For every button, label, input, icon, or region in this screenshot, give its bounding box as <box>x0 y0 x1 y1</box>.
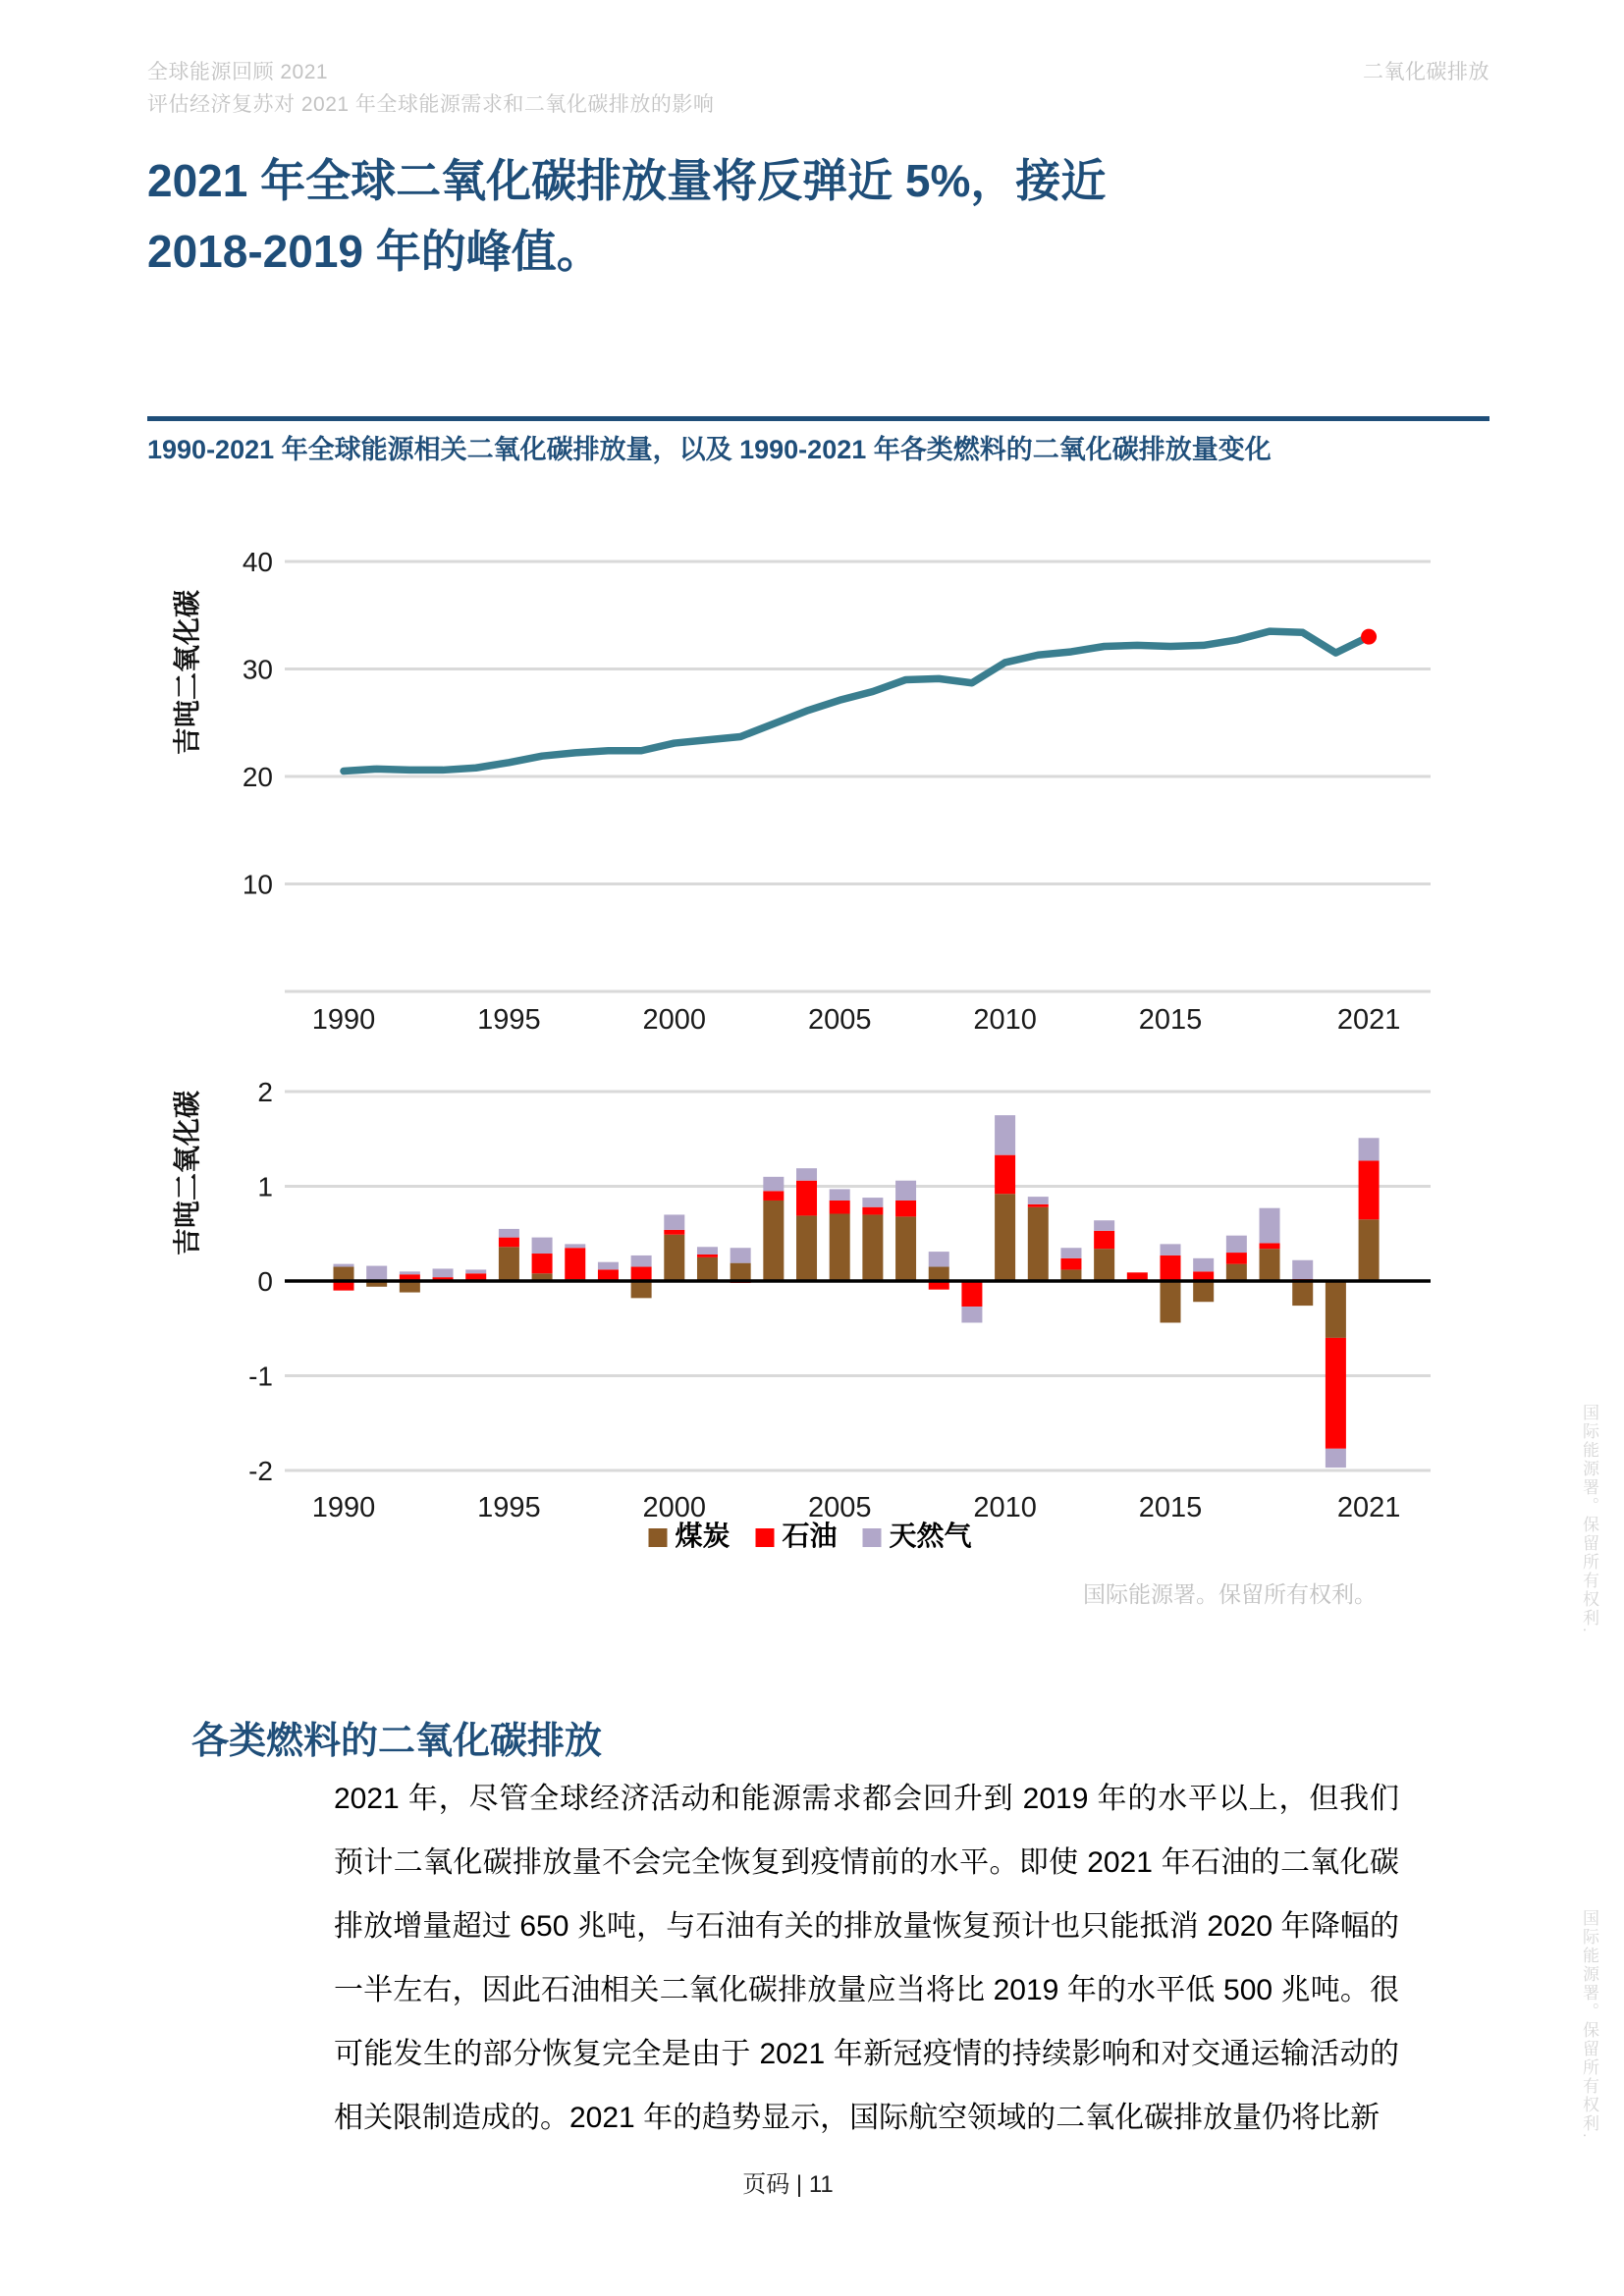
bar-segment <box>334 1267 354 1281</box>
bar-segment <box>433 1268 454 1277</box>
legend-swatch-gas <box>863 1528 882 1547</box>
bar-chart-ytick: 0 <box>257 1266 273 1297</box>
bar-segment <box>1028 1197 1049 1204</box>
bar-segment <box>862 1214 883 1281</box>
bar-segment <box>664 1214 684 1229</box>
bar-segment <box>995 1115 1015 1155</box>
bar-segment <box>631 1267 652 1281</box>
line-chart-xtick: 2010 <box>973 1004 1037 1036</box>
line-chart-xtick: 2000 <box>642 1004 707 1036</box>
legend-label: 天然气 <box>889 1521 972 1551</box>
bar-segment <box>532 1238 553 1254</box>
co2-change-by-fuel-bar-chart <box>147 1065 1453 1575</box>
bar-segment <box>565 1244 585 1248</box>
bar-segment <box>961 1281 982 1307</box>
bar-segment <box>1260 1249 1280 1281</box>
copyright-watermark-upper: 国际能源署。保留所有权利. <box>1580 1404 1598 1634</box>
bar-segment <box>499 1229 519 1238</box>
bar-segment <box>1060 1248 1081 1258</box>
bar-chart-xtick: 2015 <box>1138 1492 1203 1523</box>
page-number: 页码 | 11 <box>742 2171 834 2198</box>
bar-segment <box>499 1238 519 1248</box>
bar-segment <box>1226 1236 1247 1253</box>
bar-segment <box>1094 1231 1114 1249</box>
section-heading: 各类燃料的二氧化碳排放 <box>191 1721 603 1762</box>
page-title-line2: 2018-2019 年的峰值。 <box>147 226 602 277</box>
header-report-title: 全球能源回顾 2021 <box>147 61 329 83</box>
bar-segment <box>366 1266 387 1281</box>
bar-segment <box>862 1207 883 1215</box>
figure-caption: 1990-2021 年全球能源相关二氧化碳排放量，以及 1990-2021 年各类燃料的二氧化碳排放量变化 <box>147 435 1272 464</box>
bar-segment <box>1260 1243 1280 1249</box>
bar-segment <box>334 1264 354 1267</box>
copyright-watermark-lower: 国际能源署。保留所有权利. <box>1580 1909 1598 2140</box>
bar-segment <box>631 1281 652 1298</box>
co2-emissions-line-chart <box>147 540 1453 1045</box>
caption-divider <box>147 416 1489 421</box>
bar-segment <box>1359 1160 1380 1219</box>
bar-segment <box>929 1267 949 1281</box>
bar-segment <box>1292 1281 1313 1306</box>
bar-segment <box>895 1216 916 1281</box>
bar-segment <box>1161 1255 1181 1281</box>
bar-segment <box>1161 1281 1181 1322</box>
bar-segment <box>995 1155 1015 1195</box>
page-title-line1: 2021 年全球二氧化碳排放量将反弹近 5%，接近 <box>147 155 1107 206</box>
line-chart-ytick: 10 <box>242 869 273 900</box>
bar-segment <box>1161 1244 1181 1255</box>
bar-segment <box>1094 1220 1114 1231</box>
line-chart-ylabel: 吉吨二氧化碳 <box>172 589 202 756</box>
bar-segment <box>565 1248 585 1279</box>
legend-label: 煤炭 <box>675 1521 731 1551</box>
bar-segment <box>1326 1449 1346 1468</box>
legend-swatch-oil <box>756 1528 775 1547</box>
bar-segment <box>895 1201 916 1216</box>
bar-segment <box>731 1248 751 1262</box>
bar-segment <box>1193 1281 1214 1302</box>
source-attribution: 国际能源署。保留所有权利。 <box>1083 1581 1377 1607</box>
bar-segment <box>763 1201 784 1281</box>
bar-chart-xtick: 2021 <box>1336 1492 1401 1523</box>
body-paragraph: 2021 年，尽管全球经济活动和能源需求都会回升到 2019 年的水平以上，但我们预计二氧化碳排放量不会完全恢复到疫情前的水平。即使 2021 年石油的二氧化碳排放增量超过 650 兆吨，与石油有关的排放量恢复预计也只能抵消 2020 年降幅的一半左右，因此石油相关二氧化碳排放量应当将比 2019 年的水平低 500 兆吨。很可能发生的部分恢复完全是由于 2021 年新冠疫情的持续影响和对交通运输活动的相关限制造成的。2021 年的趋势显示，国际航空领域的二氧化碳排放量仍将比新 <box>334 1783 1399 2134</box>
bar-segment <box>598 1262 619 1270</box>
bar-segment <box>1193 1258 1214 1272</box>
bar-segment <box>499 1247 519 1281</box>
bar-segment <box>664 1235 684 1281</box>
line-chart-xtick: 1995 <box>477 1004 541 1036</box>
line-chart-xtick: 2005 <box>807 1004 872 1036</box>
line-chart-ytick: 40 <box>242 547 273 577</box>
bar-segment <box>961 1307 982 1322</box>
bar-segment <box>796 1215 817 1281</box>
bar-chart-xtick: 1990 <box>311 1492 376 1523</box>
bar-segment <box>763 1191 784 1201</box>
header-report-subtitle: 评估经济复苏对 2021 年全球能源需求和二氧化碳排放的影响 <box>147 93 715 116</box>
header-chapter-label: 二氧化碳排放 <box>1363 61 1489 83</box>
bar-segment <box>631 1255 652 1267</box>
bar-segment <box>995 1194 1015 1281</box>
bar-chart-ytick: -2 <box>248 1456 273 1486</box>
bar-segment <box>1028 1204 1049 1207</box>
bar-segment <box>465 1269 486 1273</box>
bar-chart-ytick: -1 <box>248 1361 273 1392</box>
bar-chart-ytick: 2 <box>257 1077 273 1107</box>
line-chart-xtick: 1990 <box>311 1004 376 1036</box>
bar-segment <box>697 1257 718 1281</box>
bar-segment <box>1260 1208 1280 1244</box>
bar-segment <box>796 1168 817 1181</box>
bar-segment <box>664 1230 684 1235</box>
bar-segment <box>830 1213 850 1281</box>
legend-label: 石油 <box>782 1521 838 1551</box>
line-chart-xtick: 2021 <box>1336 1004 1401 1036</box>
bar-chart-xtick: 1995 <box>477 1492 541 1523</box>
bar-segment <box>1359 1138 1380 1160</box>
bar-segment <box>1226 1264 1247 1281</box>
bar-segment <box>1326 1338 1346 1449</box>
bar-chart-xtick: 2010 <box>973 1492 1037 1523</box>
bar-segment <box>862 1198 883 1207</box>
bar-segment <box>763 1177 784 1191</box>
final-year-point <box>1361 629 1377 645</box>
line-chart-xtick: 2015 <box>1138 1004 1203 1036</box>
bar-chart-xtick: 2005 <box>807 1492 872 1523</box>
bar-segment <box>830 1189 850 1201</box>
bar-segment <box>830 1201 850 1214</box>
bar-segment <box>400 1271 420 1274</box>
page-title <box>147 145 1424 287</box>
line-chart-ytick: 30 <box>242 654 273 685</box>
bar-segment <box>697 1255 718 1257</box>
bar-segment <box>929 1252 949 1266</box>
bar-chart-ylabel: 吉吨二氧化碳 <box>172 1090 202 1256</box>
bar-segment <box>532 1254 553 1273</box>
bar-segment <box>1292 1260 1313 1279</box>
legend-swatch-coal <box>649 1528 668 1547</box>
co2-total-line <box>344 631 1369 771</box>
bar-segment <box>1326 1281 1346 1338</box>
bar-segment <box>1226 1253 1247 1264</box>
bar-segment <box>1028 1207 1049 1281</box>
bar-segment <box>1359 1219 1380 1281</box>
bar-segment <box>1060 1258 1081 1270</box>
bar-segment <box>796 1181 817 1216</box>
bar-segment <box>1094 1249 1114 1281</box>
bar-chart-xtick: 2000 <box>642 1492 707 1523</box>
bar-chart-ytick: 1 <box>257 1171 273 1202</box>
bar-segment <box>731 1263 751 1281</box>
bar-segment <box>895 1181 916 1201</box>
bar-segment <box>697 1247 718 1255</box>
line-chart-ytick: 20 <box>242 762 273 792</box>
